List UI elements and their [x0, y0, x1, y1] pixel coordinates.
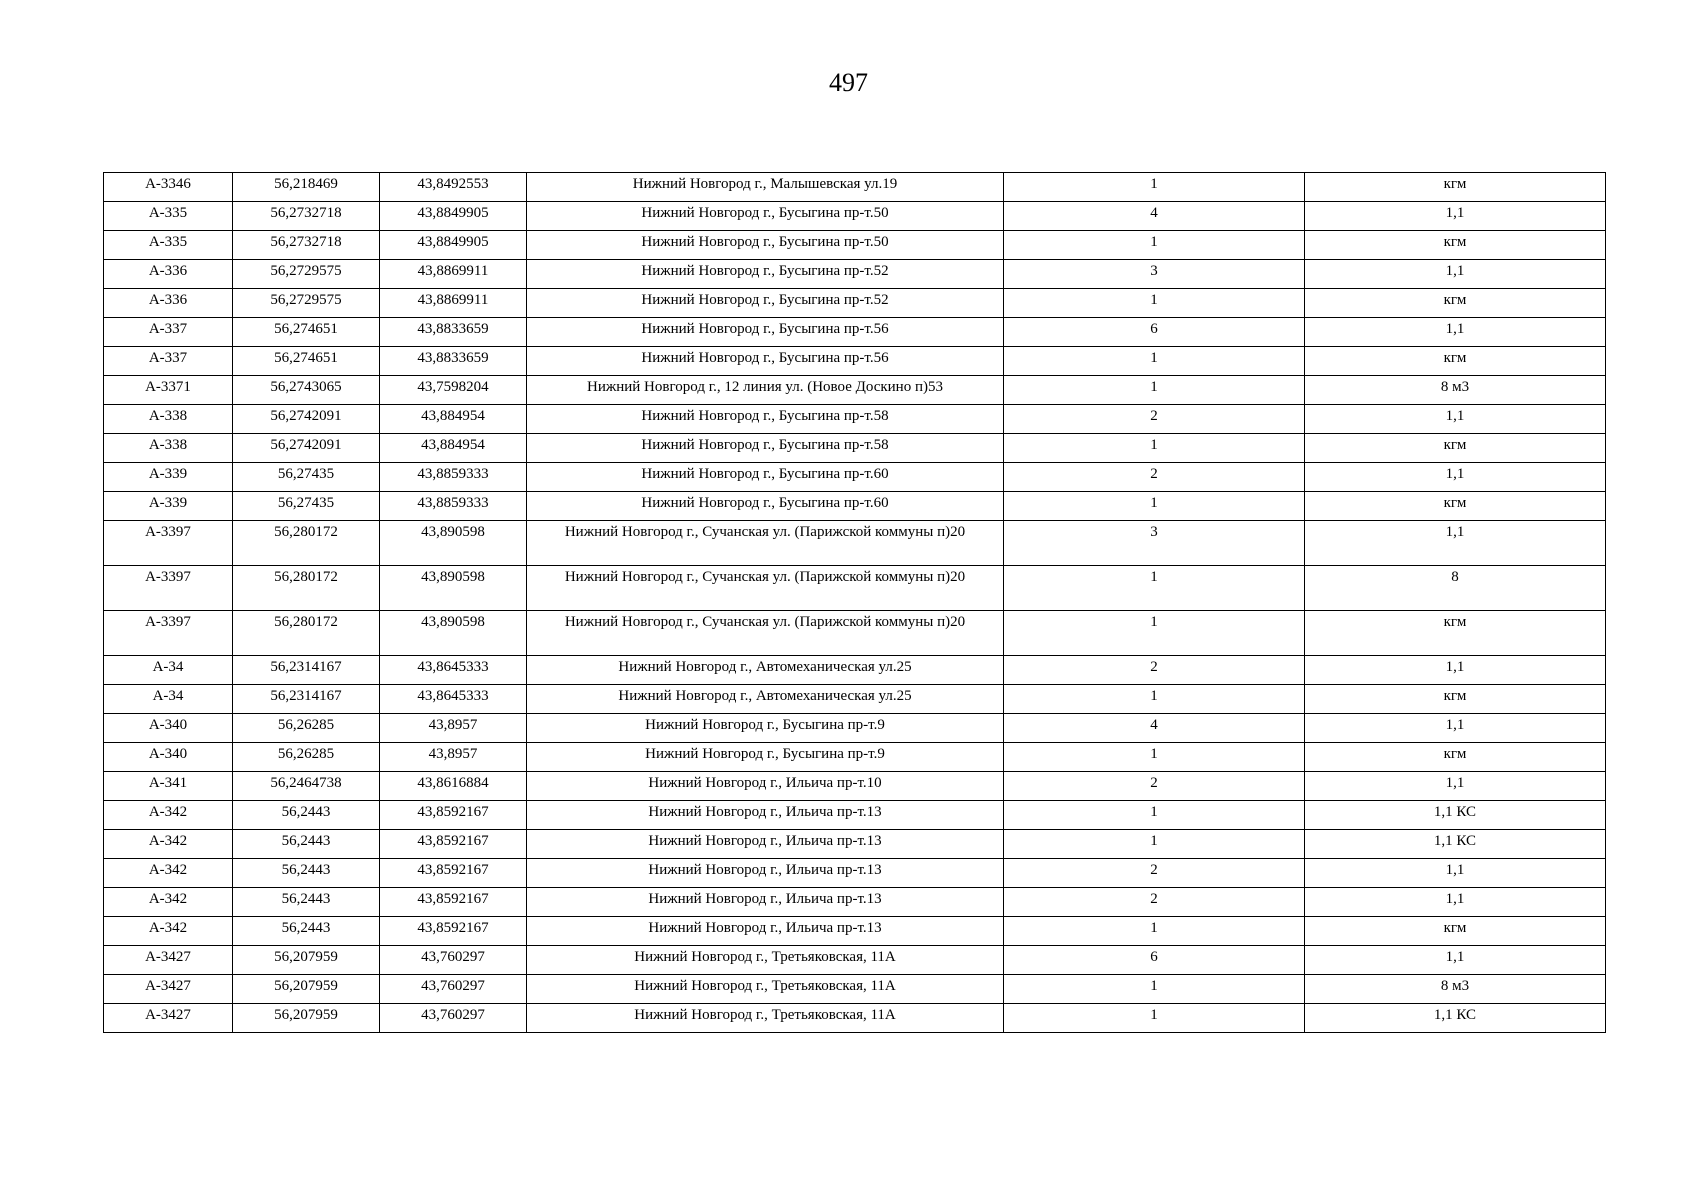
table-row: [104, 202, 1606, 231]
table-row: [104, 801, 1606, 830]
cell-quantity: 1: [1004, 611, 1305, 656]
cell-longitude: 43,890598: [380, 566, 527, 611]
cell-quantity: 1: [1004, 173, 1305, 202]
cell-latitude: 56,26285: [233, 714, 380, 743]
cell-quantity: 1: [1004, 231, 1305, 260]
cell-longitude: 43,760297: [380, 1004, 527, 1033]
cell-address: Нижний Новгород г., Бусыгина пр-т.60: [527, 463, 1004, 492]
cell-container-id: А-340: [104, 743, 233, 772]
cell-address: Нижний Новгород г., Бусыгина пр-т.60: [527, 492, 1004, 521]
cell-quantity: 1: [1004, 376, 1305, 405]
cell-container-type: 1,1: [1305, 318, 1606, 347]
cell-quantity: 1: [1004, 685, 1305, 714]
cell-address: Нижний Новгород г., Бусыгина пр-т.52: [527, 260, 1004, 289]
cell-longitude: 43,8592167: [380, 801, 527, 830]
cell-longitude: 43,8859333: [380, 492, 527, 521]
cell-container-id: А-342: [104, 917, 233, 946]
cell-latitude: 56,280172: [233, 566, 380, 611]
cell-container-type: кгм: [1305, 347, 1606, 376]
cell-quantity: 1: [1004, 289, 1305, 318]
cell-address: Нижний Новгород г., Бусыгина пр-т.9: [527, 743, 1004, 772]
cell-quantity: 2: [1004, 859, 1305, 888]
cell-container-id: А-338: [104, 434, 233, 463]
cell-container-id: А-335: [104, 202, 233, 231]
cell-container-id: А-3427: [104, 1004, 233, 1033]
cell-longitude: 43,890598: [380, 611, 527, 656]
cell-container-type: 1,1 КС: [1305, 830, 1606, 859]
cell-longitude: 43,7598204: [380, 376, 527, 405]
cell-container-type: кгм: [1305, 611, 1606, 656]
table-row: [104, 772, 1606, 801]
cell-quantity: 1: [1004, 975, 1305, 1004]
table-row: [104, 743, 1606, 772]
table-row: [104, 946, 1606, 975]
cell-address: Нижний Новгород г., Ильича пр-т.13: [527, 859, 1004, 888]
cell-quantity: 1: [1004, 830, 1305, 859]
cell-longitude: 43,884954: [380, 434, 527, 463]
cell-container-id: А-336: [104, 289, 233, 318]
cell-longitude: 43,8957: [380, 714, 527, 743]
cell-quantity: 1: [1004, 492, 1305, 521]
table-row: [104, 492, 1606, 521]
page-number: 497: [829, 68, 868, 97]
cell-latitude: 56,27435: [233, 492, 380, 521]
cell-container-id: А-34: [104, 656, 233, 685]
cell-container-type: 1,1: [1305, 888, 1606, 917]
cell-container-type: 8 м3: [1305, 376, 1606, 405]
table-row: [104, 888, 1606, 917]
cell-longitude: 43,890598: [380, 521, 527, 566]
cell-address: Нижний Новгород г., Третьяковская, 11А: [527, 975, 1004, 1004]
cell-longitude: 43,8869911: [380, 289, 527, 318]
cell-container-id: А-337: [104, 318, 233, 347]
table-row: [104, 830, 1606, 859]
cell-container-id: А-342: [104, 830, 233, 859]
cell-address: Нижний Новгород г., Ильича пр-т.10: [527, 772, 1004, 801]
cell-address: Нижний Новгород г., Бусыгина пр-т.50: [527, 231, 1004, 260]
cell-container-id: А-337: [104, 347, 233, 376]
cell-longitude: 43,8616884: [380, 772, 527, 801]
registry-table: [103, 172, 1606, 1033]
cell-address: Нижний Новгород г., Бусыгина пр-т.58: [527, 434, 1004, 463]
cell-longitude: 43,8492553: [380, 173, 527, 202]
cell-latitude: 56,207959: [233, 946, 380, 975]
cell-quantity: 2: [1004, 463, 1305, 492]
cell-container-id: А-336: [104, 260, 233, 289]
cell-latitude: 56,2729575: [233, 289, 380, 318]
cell-longitude: 43,8859333: [380, 463, 527, 492]
cell-latitude: 56,2443: [233, 801, 380, 830]
table-row: [104, 656, 1606, 685]
cell-latitude: 56,27435: [233, 463, 380, 492]
cell-quantity: 1: [1004, 566, 1305, 611]
cell-container-type: кгм: [1305, 434, 1606, 463]
cell-container-type: 1,1 КС: [1305, 1004, 1606, 1033]
cell-container-type: 8 м3: [1305, 975, 1606, 1004]
cell-latitude: 56,2742091: [233, 434, 380, 463]
cell-container-type: кгм: [1305, 231, 1606, 260]
cell-latitude: 56,2732718: [233, 231, 380, 260]
cell-longitude: 43,760297: [380, 946, 527, 975]
table-row: [104, 376, 1606, 405]
table-row: [104, 260, 1606, 289]
cell-latitude: 56,2443: [233, 830, 380, 859]
cell-quantity: 1: [1004, 434, 1305, 463]
table-row: [104, 405, 1606, 434]
cell-longitude: 43,8869911: [380, 260, 527, 289]
cell-latitude: 56,274651: [233, 318, 380, 347]
cell-address: Нижний Новгород г., Сучанская ул. (Парижской коммуны п)20: [527, 566, 1004, 611]
cell-address: Нижний Новгород г., 12 линия ул. (Новое Доскино п)53: [527, 376, 1004, 405]
cell-quantity: 2: [1004, 772, 1305, 801]
cell-container-id: А-338: [104, 405, 233, 434]
cell-container-type: кгм: [1305, 917, 1606, 946]
cell-container-id: А-342: [104, 859, 233, 888]
cell-address: Нижний Новгород г., Автомеханическая ул.25: [527, 685, 1004, 714]
cell-longitude: 43,8957: [380, 743, 527, 772]
table-row: [104, 975, 1606, 1004]
table-row: [104, 289, 1606, 318]
cell-longitude: 43,8592167: [380, 830, 527, 859]
cell-address: Нижний Новгород г., Малышевская ул.19: [527, 173, 1004, 202]
table-row: [104, 231, 1606, 260]
table-row: [104, 1004, 1606, 1033]
cell-container-type: кгм: [1305, 173, 1606, 202]
table-row: [104, 173, 1606, 202]
table-row: [104, 566, 1606, 611]
cell-container-type: 1,1: [1305, 463, 1606, 492]
cell-container-type: 1,1: [1305, 656, 1606, 685]
cell-container-type: 1,1: [1305, 405, 1606, 434]
cell-address: Нижний Новгород г., Третьяковская, 11А: [527, 1004, 1004, 1033]
cell-container-id: А-340: [104, 714, 233, 743]
cell-address: Нижний Новгород г., Автомеханическая ул.25: [527, 656, 1004, 685]
registry-table-body: [104, 173, 1606, 1033]
cell-latitude: 56,2443: [233, 859, 380, 888]
cell-container-type: кгм: [1305, 685, 1606, 714]
cell-container-id: А-341: [104, 772, 233, 801]
cell-container-id: А-3346: [104, 173, 233, 202]
cell-container-id: А-339: [104, 492, 233, 521]
cell-quantity: 3: [1004, 260, 1305, 289]
cell-quantity: 4: [1004, 202, 1305, 231]
cell-longitude: 43,8645333: [380, 656, 527, 685]
cell-quantity: 2: [1004, 405, 1305, 434]
cell-container-id: А-339: [104, 463, 233, 492]
cell-container-id: А-34: [104, 685, 233, 714]
cell-latitude: 56,280172: [233, 611, 380, 656]
cell-latitude: 56,207959: [233, 1004, 380, 1033]
cell-container-type: 8: [1305, 566, 1606, 611]
cell-address: Нижний Новгород г., Сучанская ул. (Парижской коммуны п)20: [527, 611, 1004, 656]
table-row: [104, 917, 1606, 946]
cell-container-id: А-3397: [104, 521, 233, 566]
cell-address: Нижний Новгород г., Бусыгина пр-т.56: [527, 347, 1004, 376]
cell-quantity: 4: [1004, 714, 1305, 743]
table-row: [104, 859, 1606, 888]
cell-latitude: 56,280172: [233, 521, 380, 566]
cell-address: Нижний Новгород г., Бусыгина пр-т.56: [527, 318, 1004, 347]
cell-longitude: 43,760297: [380, 975, 527, 1004]
cell-container-type: кгм: [1305, 743, 1606, 772]
table-row: [104, 611, 1606, 656]
cell-container-type: 1,1 КС: [1305, 801, 1606, 830]
cell-longitude: 43,8833659: [380, 318, 527, 347]
cell-container-type: 1,1: [1305, 946, 1606, 975]
table-row: [104, 685, 1606, 714]
cell-container-type: 1,1: [1305, 202, 1606, 231]
cell-address: Нижний Новгород г., Третьяковская, 11А: [527, 946, 1004, 975]
cell-container-type: 1,1: [1305, 260, 1606, 289]
cell-container-id: А-342: [104, 801, 233, 830]
cell-latitude: 56,2443: [233, 888, 380, 917]
cell-container-type: кгм: [1305, 289, 1606, 318]
cell-container-type: кгм: [1305, 492, 1606, 521]
cell-longitude: 43,8592167: [380, 859, 527, 888]
cell-container-id: А-3397: [104, 566, 233, 611]
cell-latitude: 56,274651: [233, 347, 380, 376]
cell-container-id: А-3427: [104, 975, 233, 1004]
cell-latitude: 56,207959: [233, 975, 380, 1004]
cell-container-id: А-342: [104, 888, 233, 917]
cell-quantity: 2: [1004, 888, 1305, 917]
cell-latitude: 56,2443: [233, 917, 380, 946]
cell-longitude: 43,8645333: [380, 685, 527, 714]
cell-container-id: А-3371: [104, 376, 233, 405]
cell-longitude: 43,8849905: [380, 231, 527, 260]
cell-container-type: 1,1: [1305, 521, 1606, 566]
cell-address: Нижний Новгород г., Бусыгина пр-т.50: [527, 202, 1004, 231]
cell-address: Нижний Новгород г., Ильича пр-т.13: [527, 830, 1004, 859]
cell-longitude: 43,8849905: [380, 202, 527, 231]
table-row: [104, 318, 1606, 347]
cell-quantity: 6: [1004, 946, 1305, 975]
cell-latitude: 56,2742091: [233, 405, 380, 434]
cell-container-id: А-335: [104, 231, 233, 260]
cell-longitude: 43,8833659: [380, 347, 527, 376]
cell-address: Нижний Новгород г., Бусыгина пр-т.58: [527, 405, 1004, 434]
cell-latitude: 56,2743065: [233, 376, 380, 405]
table-row: [104, 714, 1606, 743]
table-row: [104, 521, 1606, 566]
cell-latitude: 56,2314167: [233, 685, 380, 714]
cell-address: Нижний Новгород г., Сучанская ул. (Парижской коммуны п)20: [527, 521, 1004, 566]
cell-address: Нижний Новгород г., Бусыгина пр-т.9: [527, 714, 1004, 743]
cell-quantity: 1: [1004, 347, 1305, 376]
cell-quantity: 6: [1004, 318, 1305, 347]
cell-quantity: 2: [1004, 656, 1305, 685]
cell-latitude: 56,2314167: [233, 656, 380, 685]
cell-quantity: 3: [1004, 521, 1305, 566]
cell-container-id: А-3427: [104, 946, 233, 975]
cell-latitude: 56,218469: [233, 173, 380, 202]
cell-latitude: 56,2732718: [233, 202, 380, 231]
cell-container-id: А-3397: [104, 611, 233, 656]
cell-longitude: 43,884954: [380, 405, 527, 434]
cell-container-type: 1,1: [1305, 772, 1606, 801]
table-row: [104, 347, 1606, 376]
cell-quantity: 1: [1004, 801, 1305, 830]
cell-quantity: 1: [1004, 743, 1305, 772]
table-row: [104, 463, 1606, 492]
cell-address: Нижний Новгород г., Ильича пр-т.13: [527, 801, 1004, 830]
cell-quantity: 1: [1004, 1004, 1305, 1033]
table-row: [104, 434, 1606, 463]
cell-longitude: 43,8592167: [380, 917, 527, 946]
cell-container-type: 1,1: [1305, 859, 1606, 888]
cell-address: Нижний Новгород г., Ильича пр-т.13: [527, 917, 1004, 946]
cell-latitude: 56,2729575: [233, 260, 380, 289]
cell-address: Нижний Новгород г., Ильича пр-т.13: [527, 888, 1004, 917]
cell-latitude: 56,26285: [233, 743, 380, 772]
cell-address: Нижний Новгород г., Бусыгина пр-т.52: [527, 289, 1004, 318]
cell-container-type: 1,1: [1305, 714, 1606, 743]
cell-quantity: 1: [1004, 917, 1305, 946]
cell-longitude: 43,8592167: [380, 888, 527, 917]
cell-latitude: 56,2464738: [233, 772, 380, 801]
